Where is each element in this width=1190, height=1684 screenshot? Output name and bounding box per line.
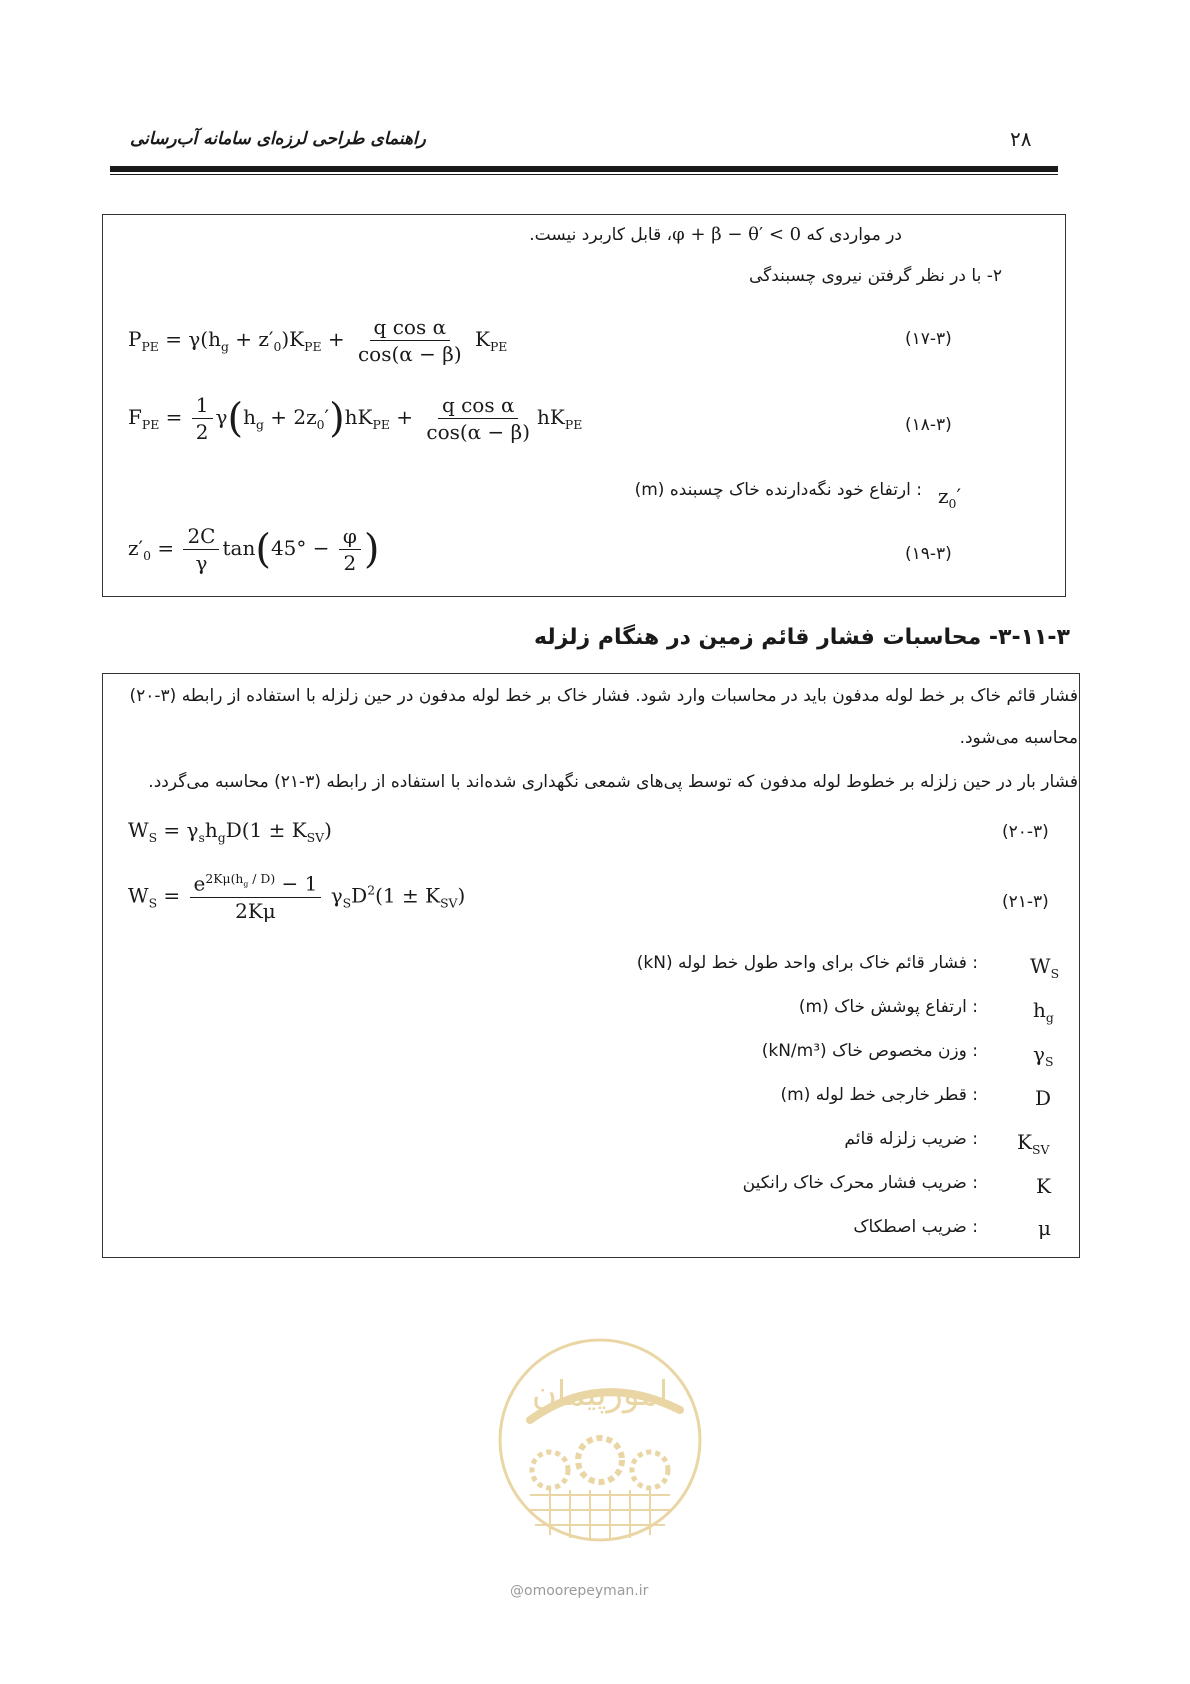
equation-19: $z'_0$ = $\frac{2C}{\gamma}$ tan(45° − $\frac{\varphi}{2}$ ) xyxy=(128,524,380,575)
symbol-k: K xyxy=(1036,1174,1051,1198)
symbol-ksv: $K_{SV}$ xyxy=(1017,1130,1050,1157)
symbol-mu: μ xyxy=(1038,1216,1051,1240)
note-line xyxy=(529,224,902,245)
equation-17-number: (۱۷-۳) xyxy=(905,329,952,349)
paragraph-2: فشار بار در حین زلزله بر خطوط لوله مدفون که توسط پی‌های شمعی نگهداری شده‌اند با استفاده از رابطه (۳-۲۱) محاسبه می‌گردد. xyxy=(148,772,1078,792)
paragraph-1-line-2: محاسبه می‌شود. xyxy=(959,728,1078,748)
definition-gamma-s: : وزن مخصوص خاک (kN/m³) xyxy=(761,1041,978,1061)
definition-d: : قطر خارجی خط لوله (m) xyxy=(780,1085,978,1105)
symbol-d: D xyxy=(1035,1086,1052,1110)
definition-mu: : ضریب اصطکاک xyxy=(853,1217,978,1237)
watermark-url: @omoorepeyman.ir xyxy=(510,1583,649,1599)
note-prefix: در مواردی که xyxy=(806,225,902,245)
z0-symbol: $z_0'$ xyxy=(938,484,961,511)
note-suffix: ، قابل کاربرد نیست. xyxy=(529,225,673,245)
symbol-hg: $h_g$ xyxy=(1033,998,1054,1025)
equation-18: $F_{PE}$ = $\frac{1}{2}$ $\gamma(h_g + 2z_0')hK_{PE}$ + $\frac{\text{q cos α}}{\cos(\alpha - \beta)}$ $hK_{PE}$ xyxy=(128,393,583,444)
book-title: راهنمای طراحی لرزه‌ای سامانه آب‌رسانی xyxy=(130,129,426,149)
equation-17: $P_{PE} = \gamma(h_g + z'_0)K_{PE}$ + $\frac{\text{q cos α}}{\cos(\alpha - \beta)}$ $K_{PE}$ xyxy=(128,315,508,366)
note-condition: φ + β − θ′ < 0 xyxy=(672,224,802,245)
equation-18-number: (۱۸-۳) xyxy=(905,415,952,435)
definition-k: : ضریب فشار محرک خاک رانکین xyxy=(742,1173,978,1193)
equation-20: $W_S = \gamma_sh_gD(1 \pm K_{SV})$ xyxy=(128,818,332,845)
case-2-heading: ۲- با در نظر گرفتن نیروی چسبندگی xyxy=(749,266,1002,286)
z0-definition: : ارتفاع خود نگه‌دارنده خاک چسبنده (m) xyxy=(634,480,922,500)
page-number: ۲۸ xyxy=(1010,127,1032,151)
definition-ksv: : ضریب زلزله قائم xyxy=(844,1129,978,1149)
paragraph-1-line-1: فشار قائم خاک بر خط لوله مدفون باید در محاسبات وارد شود. فشار خاک بر خط لوله مدفون در حین زلزله با استفاده از رابطه (۳-۲۰) xyxy=(129,686,1078,706)
equation-21-number: (۲۱-۳) xyxy=(1002,892,1049,912)
equation-19-number: (۱۹-۳) xyxy=(905,544,952,564)
definition-hg: : ارتفاع پوشش خاک (m) xyxy=(798,997,978,1017)
symbol-gamma-s: $\gamma_S$ xyxy=(1033,1042,1054,1069)
watermark-logo xyxy=(490,1330,710,1580)
header-rule-thin xyxy=(110,174,1058,175)
equation-20-number: (۲۰-۳) xyxy=(1002,822,1049,842)
symbol-ws: $W_S$ xyxy=(1030,954,1060,981)
equation-21: $W_S$ = $\frac{e^{2K\mu(h_g / D)} - 1}{2K\mu}$ $\gamma_SD^2(1 \pm K_{SV})$ xyxy=(128,871,466,923)
section-title: ۳-۱۱-۳- محاسبات فشار قائم زمین در هنگام زلزله xyxy=(534,625,1070,650)
definition-ws: : فشار قائم خاک برای واحد طول خط لوله (kN) xyxy=(636,953,978,973)
watermark-logo-text: امورپیمان xyxy=(531,1374,669,1414)
header-rule xyxy=(110,166,1058,172)
